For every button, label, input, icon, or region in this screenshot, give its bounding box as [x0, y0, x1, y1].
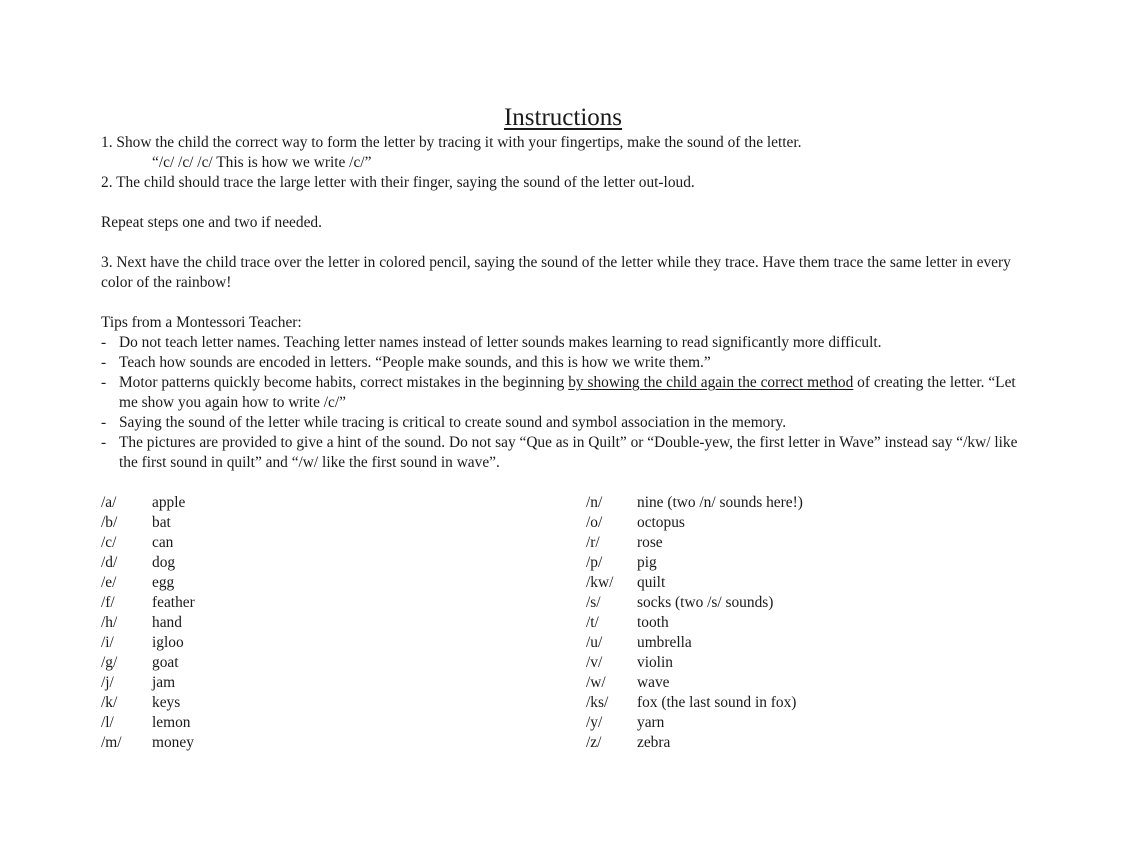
sound-row: [101, 673, 195, 693]
sound-row: [586, 593, 803, 613]
repeat-note: Repeat steps one and two if needed.: [101, 214, 322, 231]
letter-sound: /n/: [586, 494, 603, 511]
letter-sound: /g/: [101, 654, 118, 671]
sound-row: [586, 653, 803, 673]
letter-sound: /l/: [101, 714, 114, 731]
sounds-column-left: [101, 493, 195, 753]
sound-row: [586, 493, 803, 513]
example-word: money: [152, 734, 194, 751]
example-word: igloo: [152, 634, 184, 651]
letter-sound: /kw/: [586, 574, 614, 591]
example-word: goat: [152, 654, 179, 671]
spacer: [101, 193, 1031, 213]
tip-text: The pictures are provided to give a hint of the sound. Do not say “Que as in Quilt” or “Double-yew, the first letter in Wave” instead say “/kw/ like the first sound in quilt” and “/w/ like the first sound in wave”.: [119, 434, 1018, 471]
example-word: hand: [152, 614, 182, 631]
example-word: octopus: [637, 514, 685, 531]
sound-row: [586, 573, 803, 593]
step-1: 1. Show the child the correct way to form the letter by tracing it with your fingertips, make the sound of the letter.: [101, 134, 802, 151]
example-word: pig: [637, 554, 657, 571]
sound-row: [101, 633, 195, 653]
letter-sound: /m/: [101, 734, 122, 751]
example-word: yarn: [637, 714, 665, 731]
letter-sound: /o/: [586, 514, 603, 531]
bullet-dash: -: [101, 414, 107, 431]
sound-row: [586, 553, 803, 573]
example-word: tooth: [637, 614, 669, 631]
letter-sound: /y/: [586, 714, 603, 731]
sounds-column-right: [586, 493, 803, 753]
letter-sound: /t/: [586, 614, 599, 631]
letter-sound: /h/: [101, 614, 118, 631]
step-1-example: “/c/ /c/ /c/ This is how we write /c/”: [152, 154, 372, 171]
sound-row: [101, 593, 195, 613]
sound-row: [101, 493, 195, 513]
sound-row: [586, 633, 803, 653]
sound-row: [586, 613, 803, 633]
example-word: quilt: [637, 574, 666, 591]
tip-text: [119, 374, 1016, 411]
letter-sound: /f/: [101, 594, 115, 611]
example-word: can: [152, 534, 174, 551]
bullet-dash: -: [101, 374, 107, 391]
bullet-dash: -: [101, 334, 107, 351]
sound-row: [101, 613, 195, 633]
tip-item: [101, 333, 1031, 353]
tip-text: Saying the sound of the letter while tracing is critical to create sound and symbol association in the memory.: [119, 414, 787, 431]
sound-row: [586, 533, 803, 553]
letter-sound: /s/: [586, 594, 601, 611]
letter-sound: /w/: [586, 674, 606, 691]
letter-sound: /e/: [101, 574, 117, 591]
letter-sound: /u/: [586, 634, 603, 651]
spacer: [101, 233, 1031, 253]
instructions-body: [101, 133, 1031, 473]
sound-row: [101, 693, 195, 713]
letter-sound: /k/: [101, 694, 118, 711]
tip-item: [101, 373, 1031, 413]
letter-sound: /p/: [586, 554, 603, 571]
sound-row: [586, 673, 803, 693]
sound-row: [101, 713, 195, 733]
example-word: umbrella: [637, 634, 692, 651]
example-word: dog: [152, 554, 176, 571]
example-word: violin: [637, 654, 673, 671]
tip-text: Do not teach letter names. Teaching letter names instead of letter sounds makes learning to read significantly more difficult.: [119, 334, 882, 351]
tip-item: [101, 353, 1031, 373]
tip-item: [101, 433, 1031, 473]
tip-text: Teach how sounds are encoded in letters. “People make sounds, and this is how we write them.”: [119, 354, 711, 371]
letter-sound: /r/: [586, 534, 600, 551]
letter-sound: /d/: [101, 554, 118, 571]
sound-row: [101, 573, 195, 593]
letter-sound: /v/: [586, 654, 603, 671]
example-word: wave: [637, 674, 670, 691]
sound-row: [101, 733, 195, 753]
sound-row: [586, 693, 803, 713]
letter-sound: /i/: [101, 634, 114, 651]
spacer: [101, 293, 1031, 313]
underlined-phrase: by showing the child again the correct method: [568, 374, 854, 391]
example-word: lemon: [152, 714, 191, 731]
letter-sound: /ks/: [586, 694, 609, 711]
tip-text-part: of creating the letter. “Let me show you again how to write /c/”: [119, 374, 1016, 411]
sound-row: [586, 713, 803, 733]
example-word: bat: [152, 514, 171, 531]
bullet-dash: -: [101, 434, 107, 451]
example-word: rose: [637, 534, 663, 551]
example-word: zebra: [637, 734, 671, 751]
example-word: apple: [152, 494, 186, 511]
example-word: nine (two /n/ sounds here!): [637, 494, 803, 511]
page-title: Instructions: [503, 104, 623, 131]
letter-sound: /a/: [101, 494, 117, 511]
tips-list: [101, 333, 1031, 473]
letter-sound: /b/: [101, 514, 118, 531]
example-word: keys: [152, 694, 181, 711]
sound-row: [101, 513, 195, 533]
letter-sound: /z/: [586, 734, 602, 751]
sound-row: [101, 553, 195, 573]
example-word: egg: [152, 574, 175, 591]
step-2: 2. The child should trace the large letter with their finger, saying the sound of the letter out-loud.: [101, 174, 695, 191]
bullet-dash: -: [101, 354, 107, 371]
step-3: 3. Next have the child trace over the letter in colored pencil, saying the sound of the letter while they trace. Have them trace the same letter in every color of the rainbow!: [101, 254, 1011, 291]
example-word: jam: [152, 674, 176, 691]
sound-row: [586, 513, 803, 533]
example-word: feather: [152, 594, 195, 611]
tip-item: [101, 413, 1031, 433]
letter-sound: /j/: [101, 674, 114, 691]
sound-row: [586, 733, 803, 753]
letter-sound: /c/: [101, 534, 117, 551]
example-word: fox (the last sound in fox): [637, 694, 797, 711]
example-word: socks (two /s/ sounds): [637, 594, 774, 611]
tips-heading: Tips from a Montessori Teacher:: [101, 314, 302, 331]
tip-text-part: Motor patterns quickly become habits, correct mistakes in the beginning: [119, 374, 569, 391]
sound-row: [101, 533, 195, 553]
sound-row: [101, 653, 195, 673]
